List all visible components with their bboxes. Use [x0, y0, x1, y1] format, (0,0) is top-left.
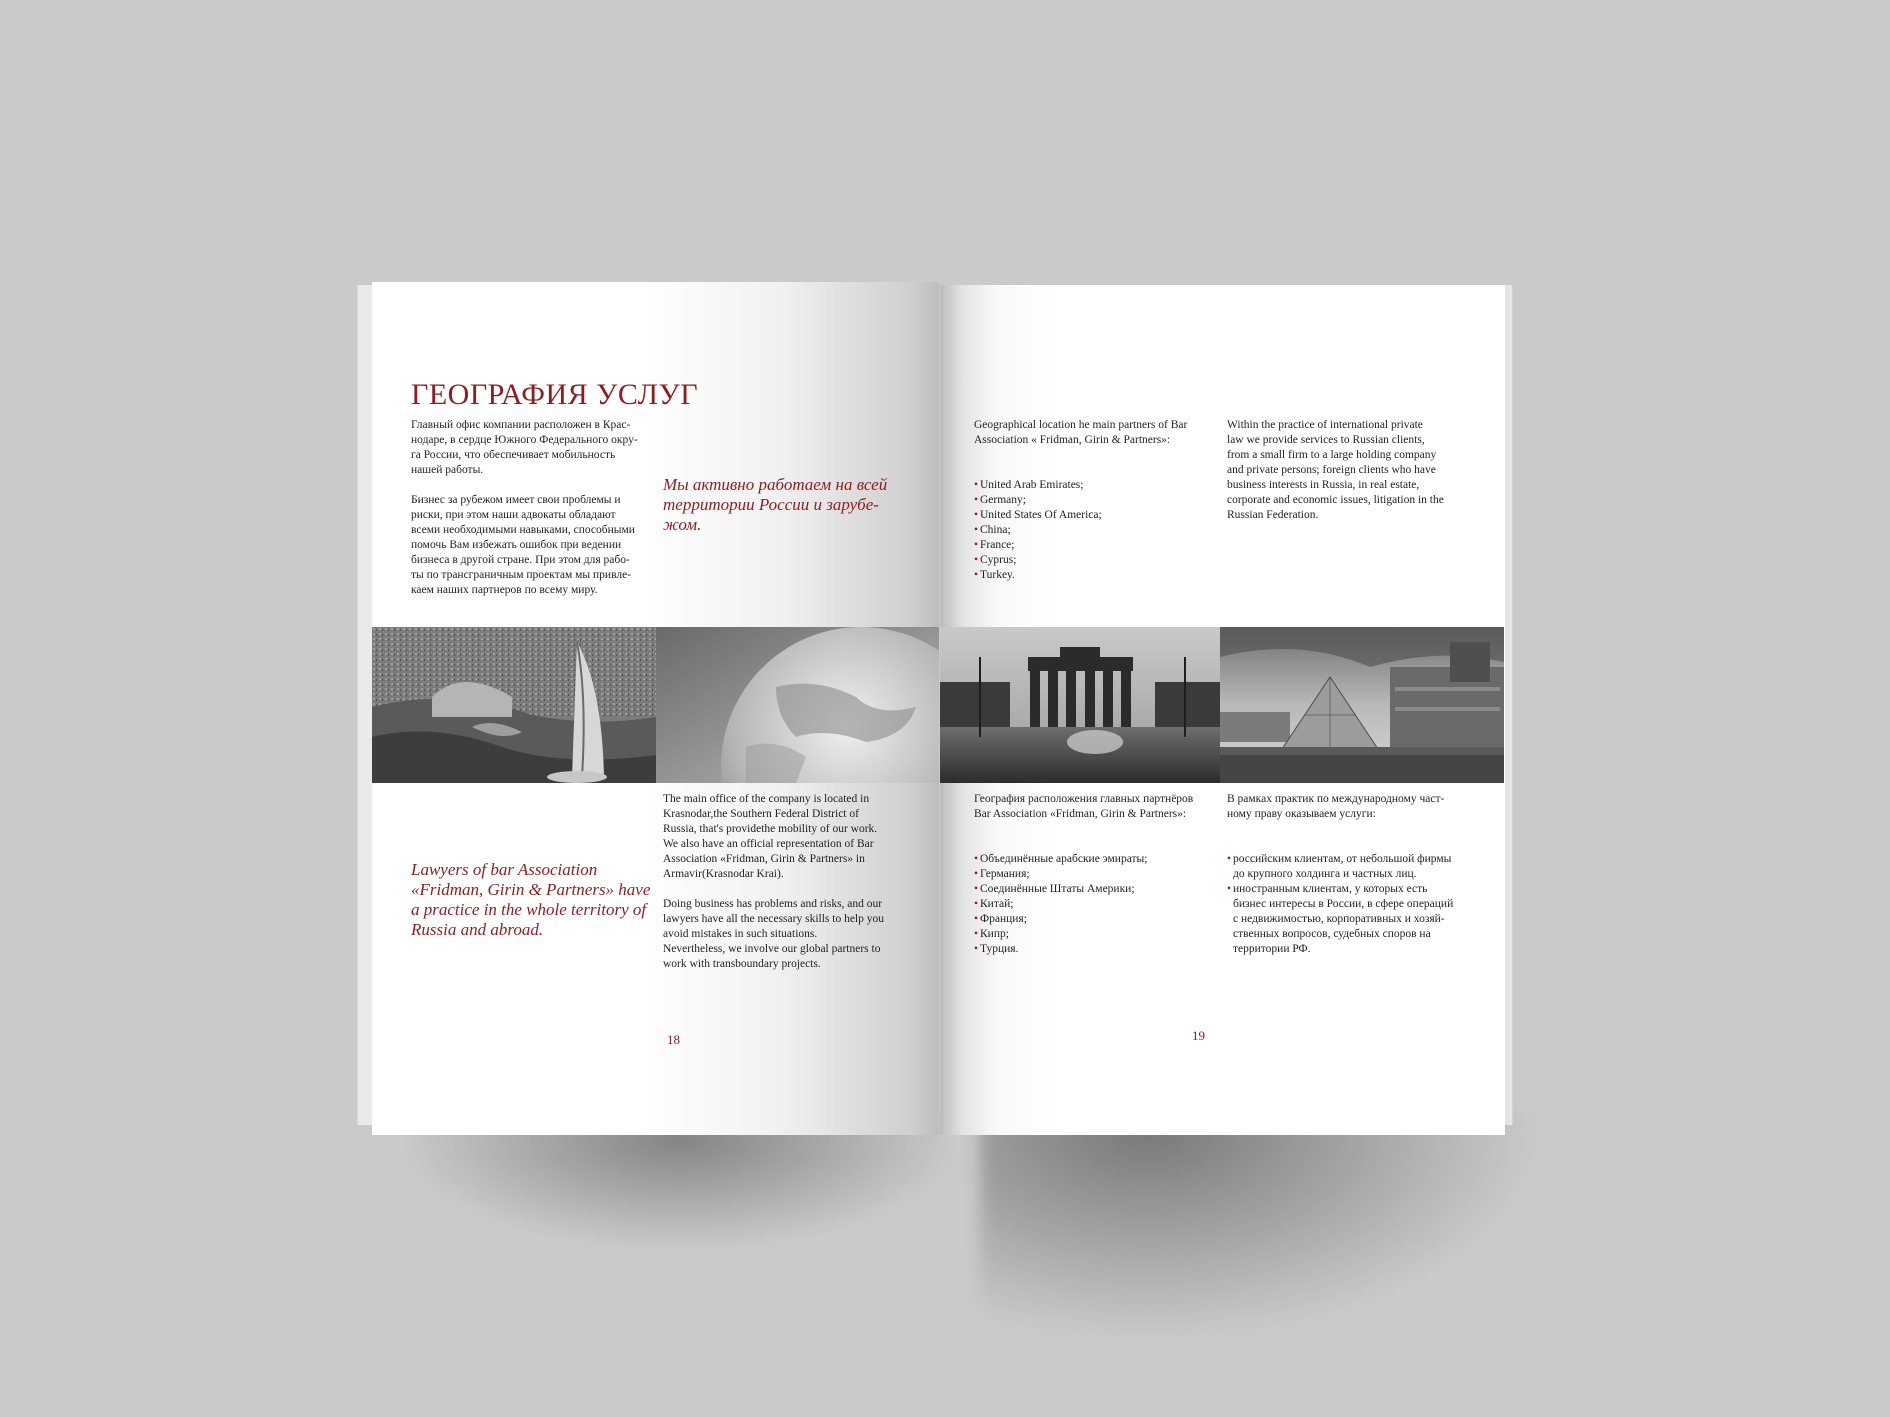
globe-photo [656, 627, 939, 783]
bullet-icon: • [974, 853, 979, 865]
intl-practice-en-text: Within the practice of international private law we provide services to Russian clients, from a small firm to a large holding company and private persons; foreign clients who have business interests in Russia, in real estate, corporate and economic issues, litigation in the Russian Federation. [1227, 419, 1444, 521]
list-item [974, 553, 1214, 568]
page-title: ГЕОГРАФИЯ УСЛУГ [411, 378, 699, 411]
list-item [974, 538, 1214, 553]
list-item-label: United Arab Emirates; [980, 479, 1084, 491]
body-en-text: The main office of the company is located in Krasnodar,the Southern Federal District of Russia, that's providethe mobility of our work. We also have an official representation of Bar Association «Fridman, Girin & Partners» in Armavir(Krasnodar Krai). Doing business has problems and risks, and our lawyers have all the necessary skills to help you avoid mistakes in such situations. Nevertheless, we involve our global partners to work with transboundary projects. [663, 793, 884, 970]
bullet-icon: • [974, 943, 979, 955]
list-item [974, 942, 1214, 957]
louvre-photo [1220, 627, 1504, 783]
bullet-icon: • [974, 509, 979, 521]
list-item-label: Турция. [980, 943, 1019, 955]
list-item-label: China; [980, 524, 1011, 536]
bullet-icon: • [1227, 883, 1232, 895]
list-item-label: иностранным клиентам, у которых есть бизнес интересы в России, в сфере операций с недвижимостью, корпоративных и хозяй- ственных вопросов, судебных споров на территории РФ. [1233, 883, 1454, 955]
brandenburg-gate-photo [940, 627, 1220, 783]
list-item [974, 523, 1214, 538]
booklet-shadow-right [980, 1110, 1540, 1340]
list-item [974, 912, 1214, 927]
bullet-icon: • [974, 898, 979, 910]
bullet-icon: • [974, 524, 979, 536]
partners-ru-heading: География расположения главных партнёров Bar Association «Fridman, Girin & Partners»: [974, 793, 1194, 820]
quote-en: Lawyers of bar Association «Fridman, Girin & Partners» have a practice in the whole territory of Russia and abroad. [411, 860, 651, 939]
bullet-icon: • [1227, 853, 1232, 865]
countries-en-list [974, 463, 1214, 598]
list-item-label: Франция; [980, 913, 1027, 925]
bullet-icon: • [974, 569, 979, 581]
list-item [974, 897, 1214, 912]
list-item-label: Cyprus; [980, 554, 1017, 566]
bullet-icon: • [974, 494, 979, 506]
page-number-left: 18 [667, 1032, 680, 1047]
bullet-icon: • [974, 868, 979, 880]
intl-practice-ru-list [1227, 837, 1482, 972]
countries-ru-list [974, 837, 1214, 972]
intro-ru-text: Главный офис компании расположен в Крас- нодаре, в сердце Южного Федерального окру- га России, что обеспечивает мобильность нашей работы. Бизнес за рубежом имеет свои проблемы и риски, при этом наши адвокаты обладают всеми необходимыми навыками, способными помочь Вам избежать ошибок при ведении бизнеса в другой стране. При этом для рабо- ты по трансграничным проектам мы привле- каем наших партнеров по всему миру. [411, 419, 638, 596]
list-item-label: Germany; [980, 494, 1026, 506]
bullet-icon: • [974, 539, 979, 551]
list-item-label: Соединённые Штаты Америки; [980, 883, 1135, 895]
list-item-label: Turkey. [980, 569, 1015, 581]
list-item [974, 568, 1214, 583]
partners-en-heading: Geographical location he main partners of Bar Association « Fridman, Girin & Partners»: [974, 419, 1188, 446]
list-item-label: Германия; [980, 868, 1030, 880]
list-item-label: Объединённые арабские эмираты; [980, 853, 1148, 865]
intl-practice-ru-heading: В рамках практик по международному част- ному праву оказываем услуги: [1227, 793, 1445, 820]
bullet-icon: • [974, 928, 979, 940]
list-item-label: United States Of America; [980, 509, 1102, 521]
list-item-label: France; [980, 539, 1015, 551]
list-item [974, 493, 1214, 508]
list-item [974, 867, 1214, 882]
dubai-photo [372, 627, 656, 783]
list-item [974, 508, 1214, 523]
list-item [974, 852, 1214, 867]
list-item [974, 478, 1214, 493]
list-item-label: Китай; [980, 898, 1014, 910]
list-item [974, 882, 1214, 897]
bullet-icon: • [974, 479, 979, 491]
list-item-label: российским клиентам, от небольшой фирмы до крупного холдинга и частных лиц. [1233, 853, 1452, 880]
list-item [1227, 882, 1482, 957]
list-item [1227, 852, 1482, 882]
page-number-right: 19 [1192, 1028, 1205, 1043]
list-item [974, 927, 1214, 942]
bullet-icon: • [974, 883, 979, 895]
quote-ru: Мы активно работаем на всей территории России и зарубе- жом. [663, 475, 888, 534]
bullet-icon: • [974, 913, 979, 925]
list-item-label: Кипр; [980, 928, 1009, 940]
bullet-icon: • [974, 554, 979, 566]
